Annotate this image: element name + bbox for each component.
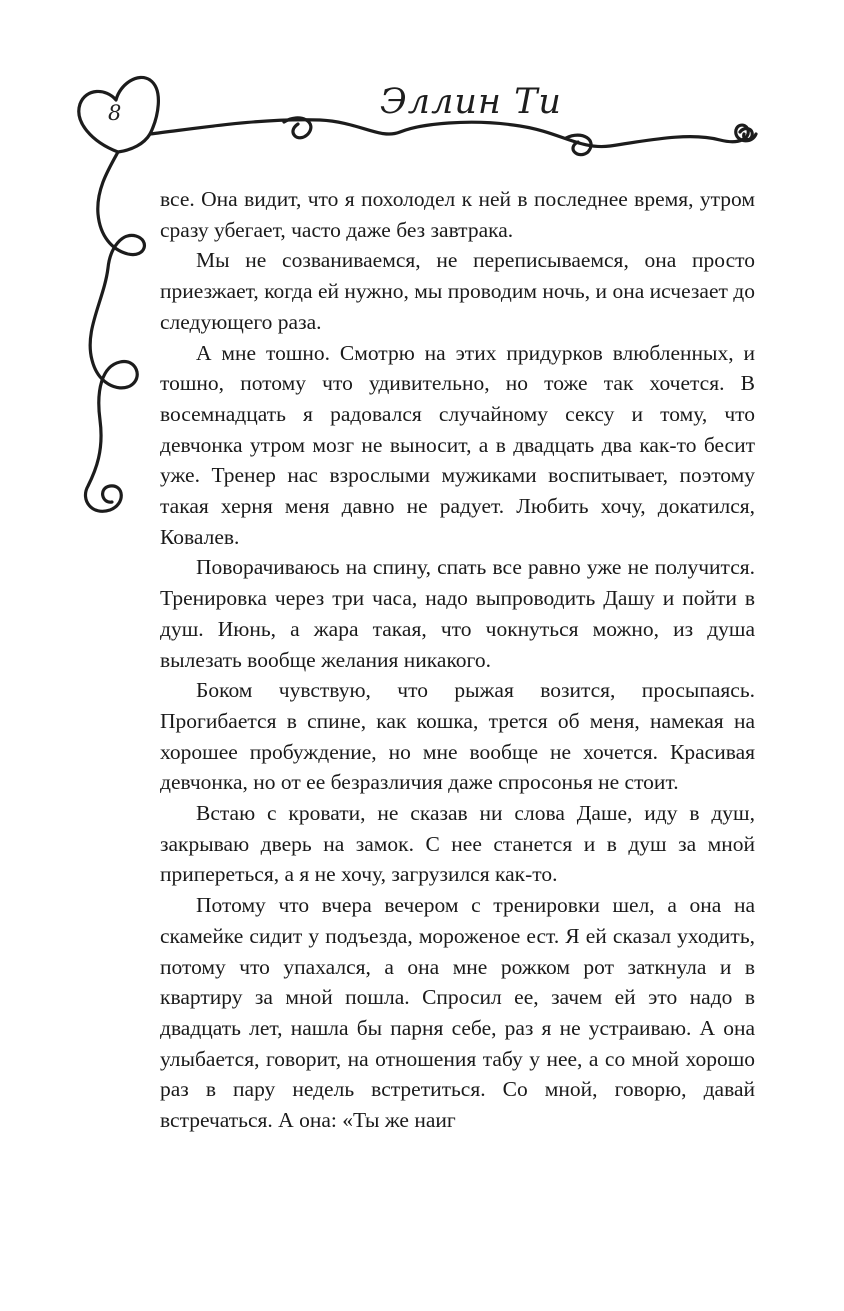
paragraph: Мы не созваниваемся, не переписываемся, она просто приезжает, когда ей нужно, мы проводим ночь, и она исчезает до следующего раза. [160,248,755,334]
body-text [160,184,755,1136]
paragraph: все. Она видит, что я похолодел к ней в последнее время, утром сразу убегает, часто даже без завтрака. [160,187,755,242]
paragraph: Встаю с кровати, не сказав ни слова Даше, иду в душ, закрываю дверь на замок. С нее станется и в душ за мной припереться, а я не хочу, загрузился как-то. [160,801,755,887]
running-head-author: Эллин Ти [380,82,562,122]
page-number: 8 [108,101,122,125]
paragraph: Потому что вчера вечером с тренировки шел, а она на скамейке сидит у подъезда, мороженое ест. Я ей сказал уходить, потому что упахался, а она мне рожком рот заткнула и в квартиру за мной пошла. Спросил ее, зачем ей это надо в двадцать лет, нашла бы парня себе, раз я не устраиваю. А она улыбается, говорит, на отношения табу у нее, а со мной хорошо раз в пару недель встретиться. Со мной, говорю, давай встречаться. А она: «Ты же наиг [160,893,755,1133]
header-swirl-line [150,120,756,147]
paragraph: А мне тошно. Смотрю на этих придурков влюбленных, и тошно, потому что удивительно, но тоже так хочется. В восемнадцать я радовался случайному сексу и тому, что девчонка утром мозг не выносит, а в двадцать два как-то бесит уже. Тренер нас взрослыми мужиками воспитывает, поэтому такая херня меня давно не радует. Любить хочу, докатился, Ковалев. [160,340,755,549]
side-vine [85,152,144,511]
paragraph: Поворачиваюсь на спину, спать все равно уже не получится. Тренировка через три часа, надо выпроводить Дашу и пойти в душ. Июнь, а жара такая, что чокнуться можно, из душа вылезать вообще желания никакого. [160,555,755,672]
paragraph: Боком чувствую, что рыжая возится, просыпаясь. Прогибается в спине, как кошка, трется об меня, намекая на хорошее пробуждение, но мне вообще не хочется. Красивая девчонка, но от ее безразличия даже спросонья не стоит. [160,678,755,795]
